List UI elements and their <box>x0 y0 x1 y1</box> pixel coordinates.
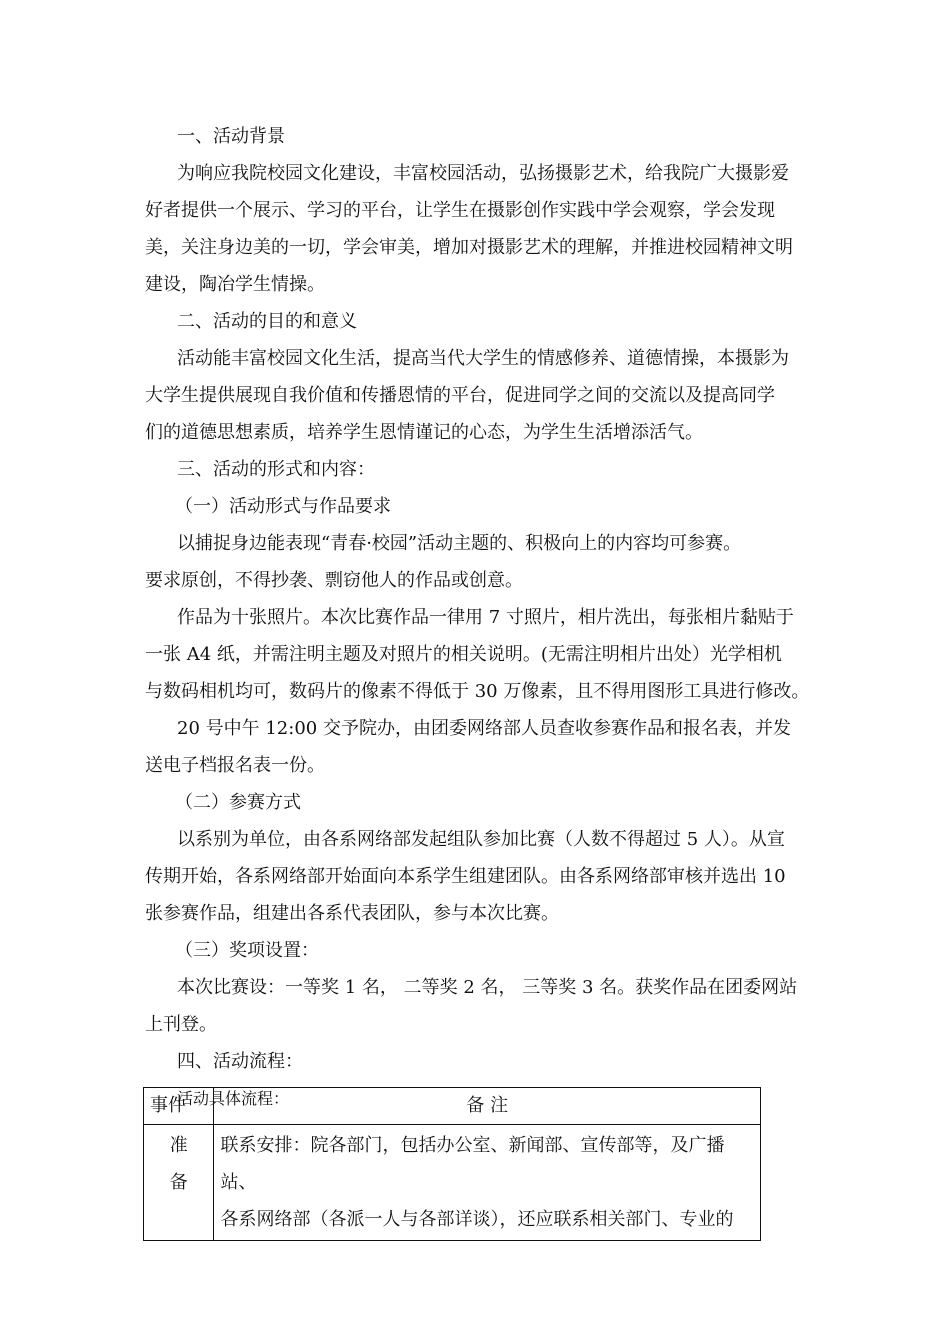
s3-p1-line-1: 以捕捉身边能表现“青春·校园”活动主题的、积极向上的内容均可参赛。 <box>177 533 742 554</box>
section-3-title: 三、活动的形式和内容： <box>177 459 375 480</box>
s3-p4-line-3: 张参赛作品，组建出各系代表团队，参与本次比赛。 <box>145 903 559 924</box>
table-header-row <box>144 1088 761 1125</box>
s3-p5-line-1: 本次比赛设：一等奖 1 名， 二等奖 2 名， 三等奖 3 名。获奖作品在团委网站 <box>177 977 798 998</box>
s3-p2-line-2: 一张 A4 纸，并需注明主题及对照片的相关说明。(无需注明相片出处）光学相机 <box>145 644 782 665</box>
activity-flow-table <box>143 1087 761 1241</box>
remark-cell <box>214 1125 761 1241</box>
section-3-sub-3: （三）奖项设置： <box>175 940 319 961</box>
section-3-sub-2: （二）参赛方式 <box>175 792 301 813</box>
header-event-cell: 事件 <box>144 1088 214 1125</box>
s3-p1-line-2: 要求原创，不得抄袭、剽窃他人的作品或创意。 <box>145 570 523 591</box>
remark-line-2: 各系网络部（各派一人与各部详谈），还应联系相关部门、专业的 <box>220 1209 734 1230</box>
s2-line-1: 活动能丰富校园文化生活，提高当代大学生的情感修养、道德情操，本摄影为 <box>177 348 789 369</box>
s3-p2-line-1: 作品为十张照片。本次比赛作品一律用 7 寸照片，相片洗出，每张相片黏贴于 <box>177 607 794 628</box>
s3-p3-line-2: 送电子档报名表一份。 <box>145 755 325 776</box>
section-1-title: 一、活动背景 <box>177 126 285 147</box>
s3-p4-line-2: 传期开始，各系网络部开始面向本系学生组建团队。由各系网络部审核并选出 10 <box>145 866 786 887</box>
section-4-note: 活动具体流程： <box>177 1089 290 1108</box>
document-body <box>145 118 820 1117</box>
s1-line-2: 好者提供一个展示、学习的平台，让学生在摄影创作实践中学会观察，学会发现 <box>145 200 775 221</box>
section-3-sub-1: （一）活动形式与作品要求 <box>175 496 391 517</box>
s3-p2-line-3: 与数码相机均可，数码片的像素不得低于 30 万像素，且不得用图形工具进行修改。 <box>145 681 810 702</box>
s2-line-2: 大学生提供展现自我价值和传播恩情的平台，促进同学之间的交流以及提高同学 <box>145 385 775 406</box>
s2-line-3: 们的道德思想素质，培养学生恩情谨记的心态，为学生生活增添活气。 <box>145 422 703 443</box>
event-cell <box>144 1125 214 1241</box>
table-row <box>144 1125 761 1241</box>
header-remark-cell: 备 注 <box>214 1088 761 1125</box>
event-char-2: 备 <box>169 1172 188 1193</box>
s1-line-3: 美，关注身边美的一切，学会审美，增加对摄影艺术的理解，并推进校园精神文明 <box>145 237 793 258</box>
section-4-title: 四、活动流程： <box>177 1051 303 1072</box>
s3-p5-line-2: 上刊登。 <box>145 1014 217 1035</box>
remark-line-1: 联系安排：院各部门，包括办公室、新闻部、宣传部等，及广播站、 <box>220 1135 725 1193</box>
s3-p3-line-1: 20 号中午 12:00 交予院办，由团委网络部人员查收参赛作品和报名表，并发 <box>177 718 791 739</box>
s3-p4-line-1: 以系别为单位，由各系网络部发起组队参加比赛（人数不得超过 5 人）。从宣 <box>177 829 785 850</box>
s1-line-1: 为响应我院校园文化建设，丰富校园活动，弘扬摄影艺术，给我院广大摄影爱 <box>177 163 789 184</box>
section-2-title: 二、活动的目的和意义 <box>177 311 357 332</box>
event-char-1: 准 <box>169 1135 188 1156</box>
s1-line-4: 建设，陶冶学生情操。 <box>145 274 325 295</box>
